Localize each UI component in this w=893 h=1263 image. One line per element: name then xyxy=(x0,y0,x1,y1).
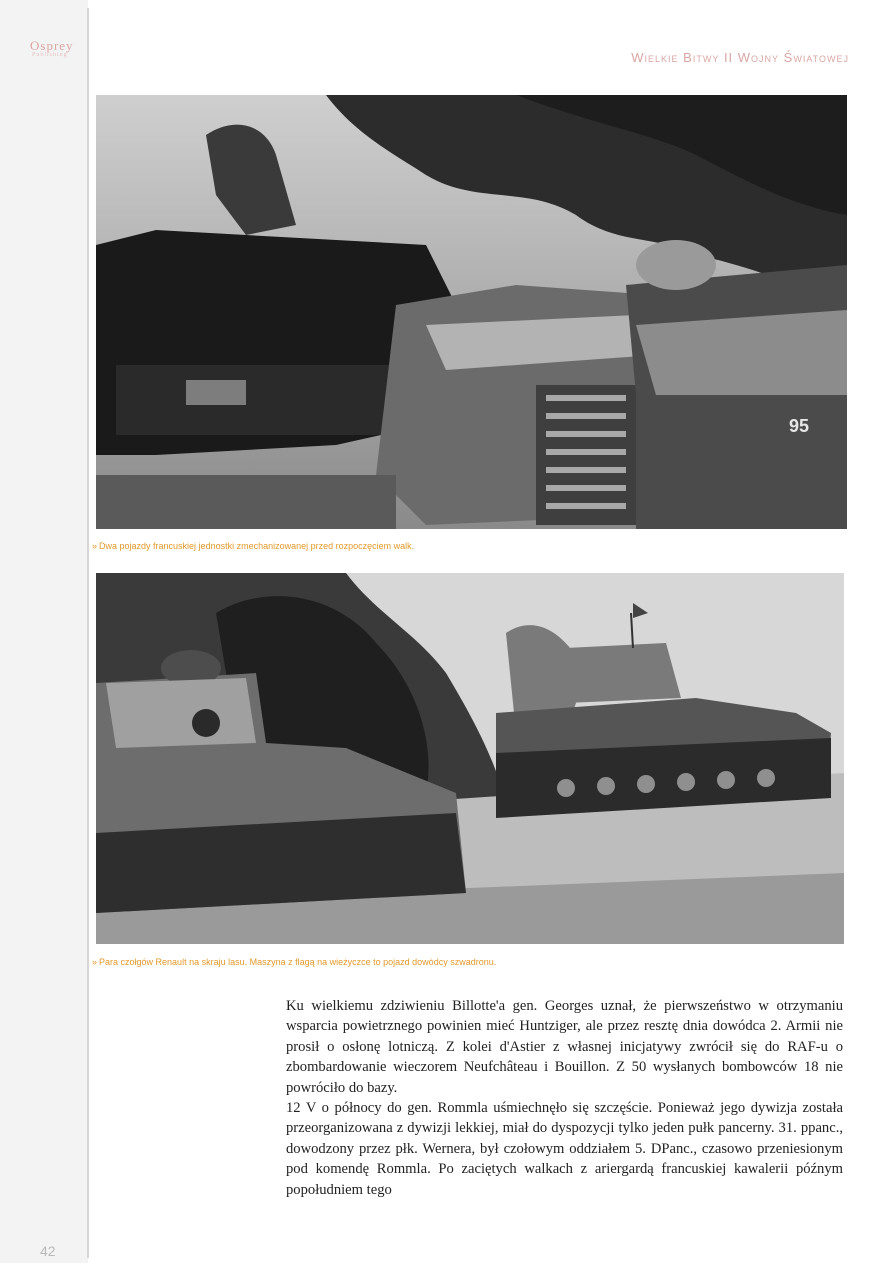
publisher-sub: Publishing xyxy=(32,52,68,58)
body-paragraph: Ku wielkiemu zdziwieniu Billotte'a gen. Georges uznał, że pierwszeństwo w otrzymaniu wsparcia powietrznego powinien mieć Huntziger, ale przez resztę dnia dowódca 2. Armii nie prosił o osłonę lotniczą. Z kolei d'Astier z własnej inicjatywy zwrócił się do RAF-u o zbombardowanie wieczorem Neufchâteau i Bouillon. Z 50 wysłanych bombowców 18 nie powróciło do bazy. xyxy=(286,998,843,1096)
margin-divider xyxy=(87,8,89,1258)
page-number: 42 xyxy=(40,1243,56,1259)
caption-text: Para czołgów Renault na skraju lasu. Maszyna z flagą na wieżyczce to pojazd dowódcy szwadronu. xyxy=(99,957,497,967)
photo-caption xyxy=(92,541,414,551)
series-title: Wielkie Bitwy II Wojny Światowej xyxy=(631,50,849,65)
body-paragraph: 12 V o północy do gen. Rommla uśmiechnęło się szczęście. Ponieważ jego dywizja została przeorganizowana z dywizji lekkiej, miał do dyspozycji tylko jeden pułk pancerny. 31. ppanc., dowodzony przez płk. Wernera, był czołowym oddziałem 5. DPanc., czasowo przeniesionym pod komendę Rommla. Po zaciętych walkach z ariergardą francuskiej kawalerii późnym popołudniem tego xyxy=(286,1100,843,1198)
body-text xyxy=(286,996,843,1200)
publisher-logo xyxy=(30,38,74,58)
photo-renault-tanks xyxy=(96,573,844,944)
caption-text: Dwa pojazdy francuskiej jednostki zmechanizowanej przed rozpoczęciem walk. xyxy=(99,541,415,551)
vehicle-number: 95 xyxy=(789,416,810,436)
photo-caption xyxy=(92,957,496,967)
publisher-name: Osprey xyxy=(30,38,74,53)
caption-bullet: » xyxy=(92,957,98,967)
page-margin xyxy=(0,0,88,1263)
photo-french-vehicles xyxy=(96,95,847,529)
caption-bullet: » xyxy=(92,541,98,551)
